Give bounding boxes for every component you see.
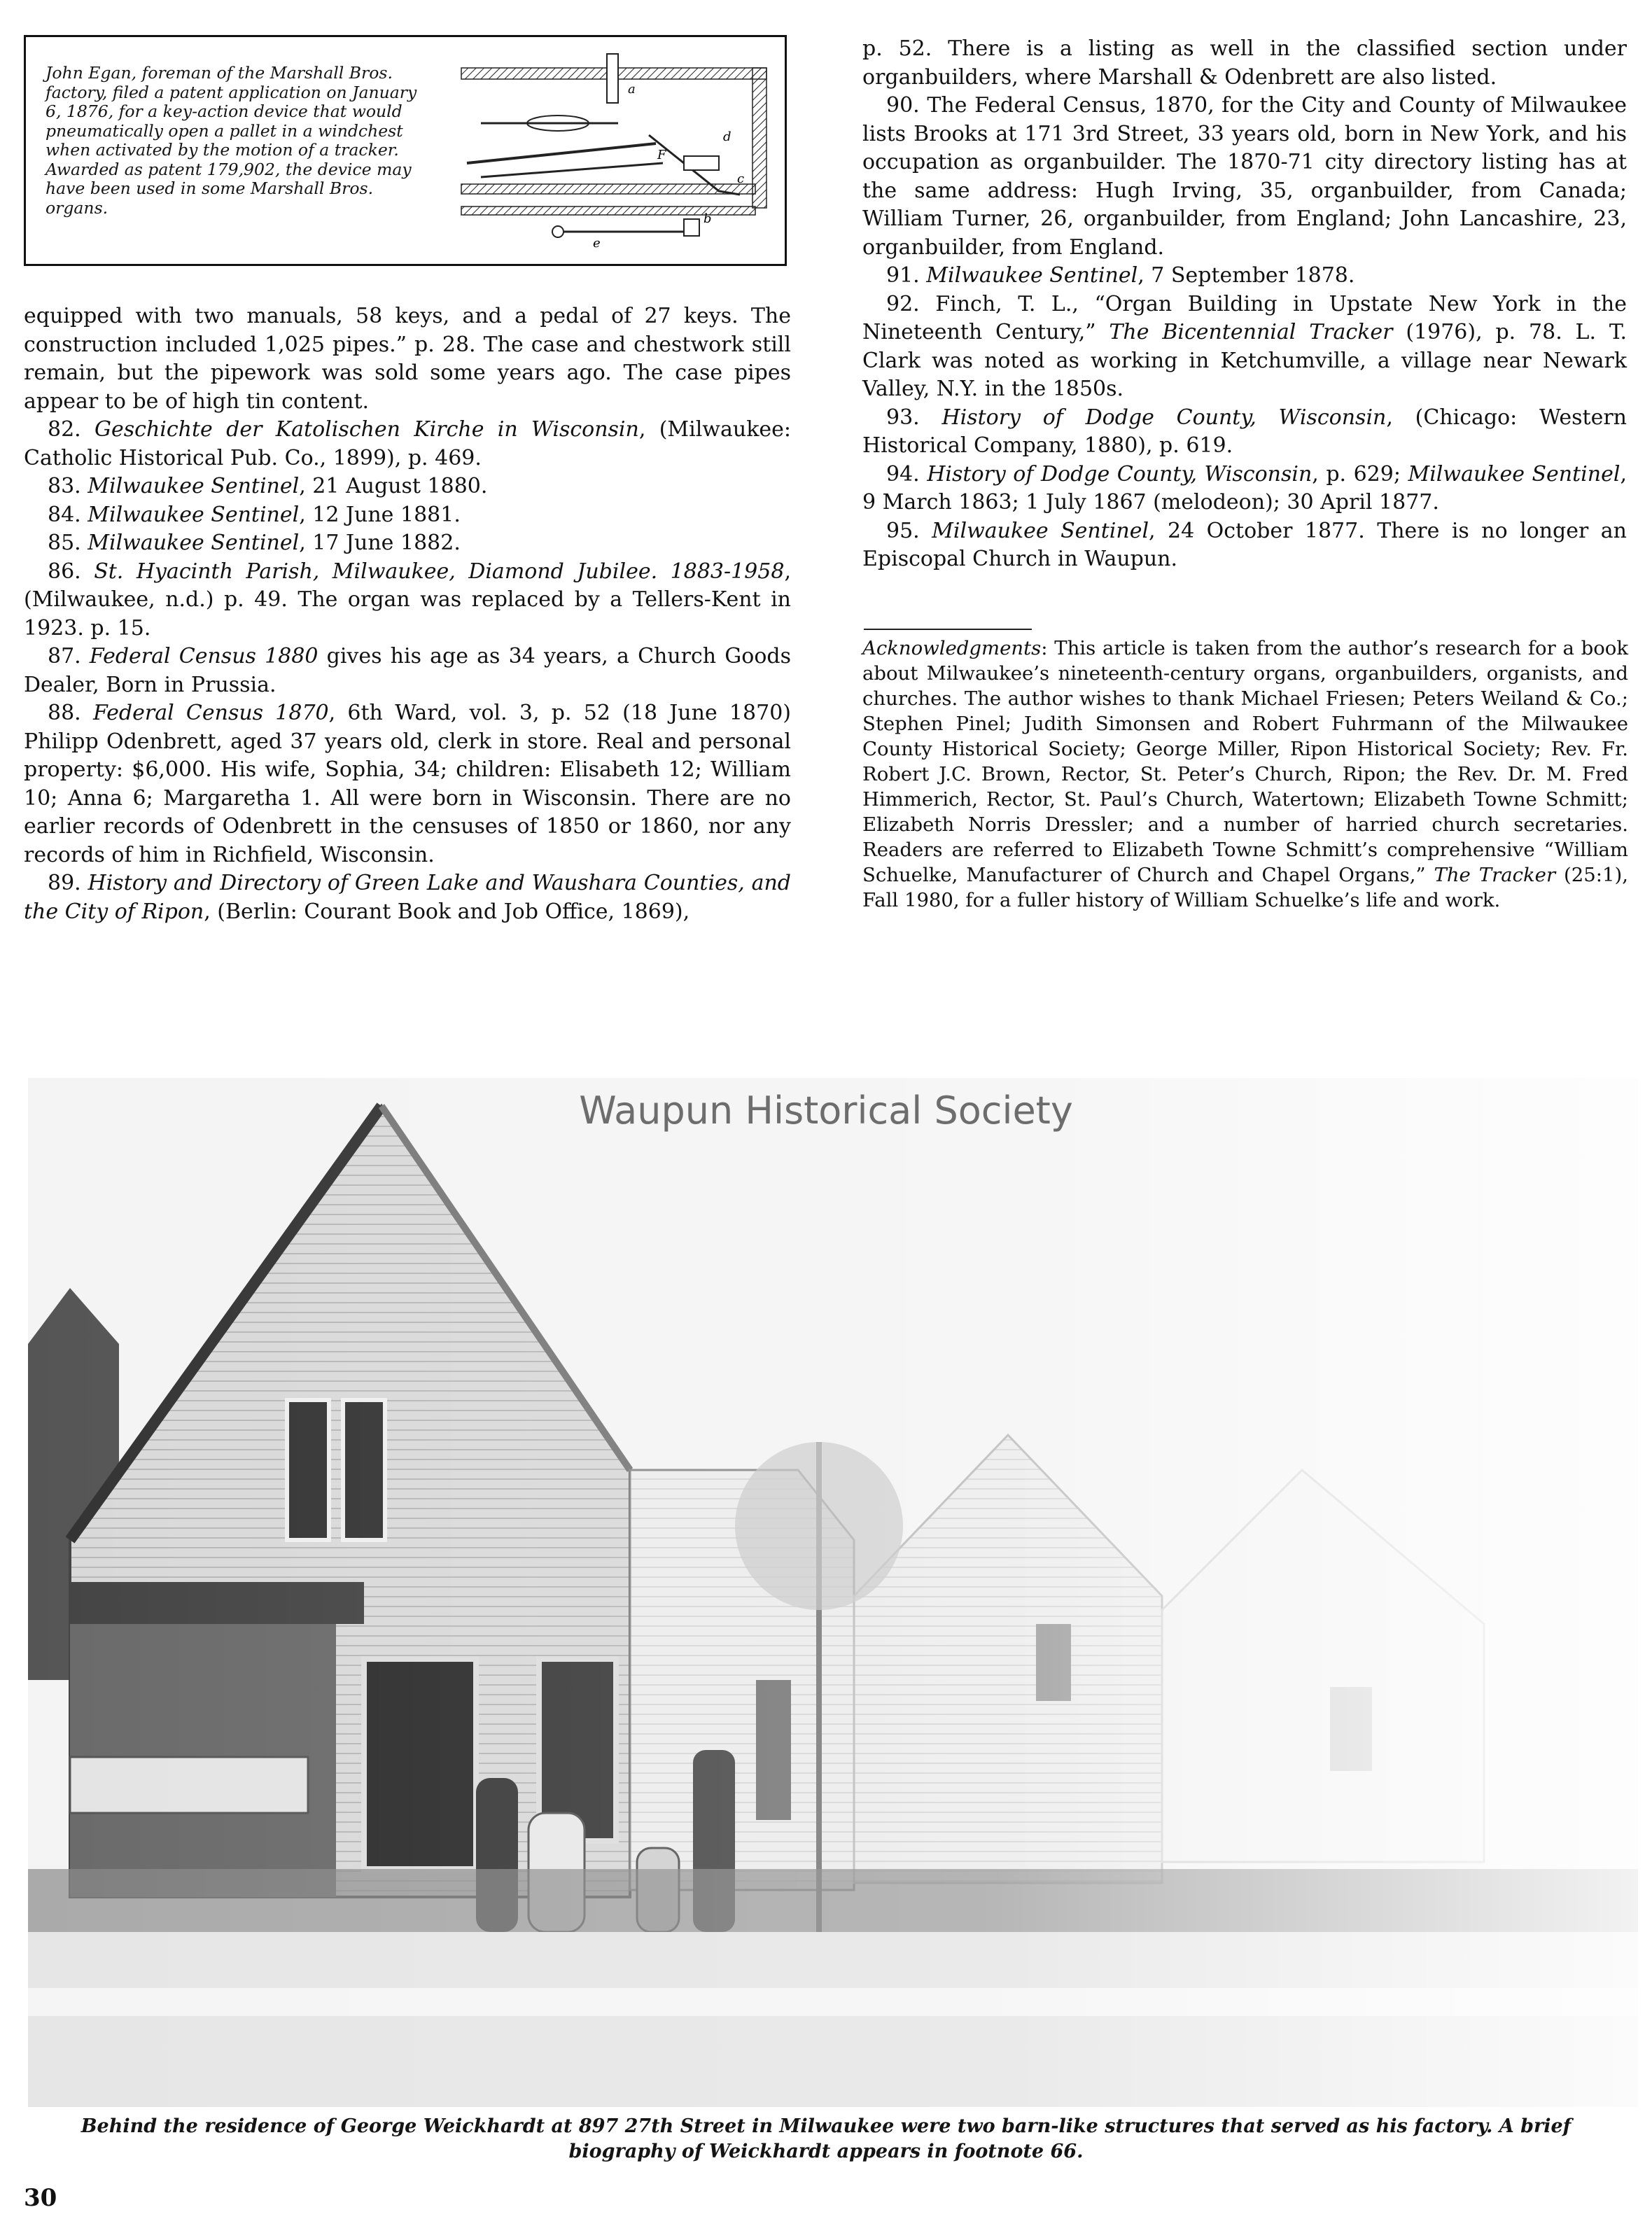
acknowledgments-rest: (25:1), Fall 1980, for a fuller history of William Schuelke’s life and work.: [862, 864, 1628, 911]
acknowledgments-text: : This article is taken from the author’s research for a book about Milwaukee’s nineteenth-century organs, organbuilders, organists, and churches. The author wishes to thank Michael Friesen; Peters Weiland & Co.; Stephen Pinel; Judith Simonsen and Robert Fuhrmann of the Milwaukee County Historical Society; George Miller, Ripon Historical Society; Rev. Fr. Robert J.C. Brown, Rector, St. Peter’s Church, Ripon; the Rev. Dr. M. Fred Himmerich, Rector, St. Paul’s Church, Watertown; Elizabeth Towne Schmitt; Elizabeth Norris Dressler; and a number of harried church secretaries. Readers are referred to Elizabeth Towne Schmitt’s comprehensive “William Schuelke, Manufacturer of Church and Chapel Organs,”: [862, 637, 1628, 886]
watermark: Waupun Historical Society: [579, 1088, 1073, 1133]
patent-figure-box: [24, 35, 787, 266]
pivot-block: [684, 219, 699, 236]
photo-caption: Behind the residence of George Weickhardt at 897 27th Street in Milwaukee were two barn-like structures that served as his factory. A brief biography of Weickhardt appears in footnote 66.: [80, 2115, 1572, 2162]
patent-caption: John Egan, foreman of the Marshall Bros. factory, filed a patent application on January 6, 1876, for a key-action device that would pneumatically open a pallet in a windchest when activated by the motion of a tracker. Awarded as patent 179,902, the device may have been used in some Marshall Bros. organs.: [46, 63, 417, 218]
footnote-87: 87. Federal Census 1880 gives his age as 34 years, a Church Goods Dealer, Born in Prussia.: [24, 644, 791, 697]
diagram-letter-e: e: [593, 236, 601, 251]
diagram-letter-f: F: [657, 148, 666, 162]
patent-diagram: [453, 51, 775, 254]
key-lever: [467, 144, 656, 163]
right-continuation: p. 52. There is a listing as well in the classified section under organbuilders, where Marshall & Odenbrett are also listed.: [862, 36, 1627, 90]
diagram-letter-b: b: [704, 211, 712, 226]
footnote-86: 86. St. Hyacinth Parish, Milwaukee, Diamond Jubilee. 1883-1958, (Milwaukee, n.d.) p. 49. The organ was replaced by a Tellers-Kent in 1923. p. 15.: [24, 559, 791, 640]
page-number: 30: [24, 2184, 57, 2212]
small-block: [684, 156, 719, 170]
footnote-95: 95. Milwaukee Sentinel, 24 October 1877. There is no longer an Episcopal Church in Waupun.: [862, 518, 1628, 571]
acknowledgments-title: The Tracker: [1434, 864, 1556, 886]
lever-bottom: [481, 163, 663, 177]
footnote-94: 94. History of Dodge County, Wisconsin, p. 629; Milwaukee Sentinel, 9 March 1863; 1 July 1867 (melodeon); 30 April 1877.: [862, 461, 1627, 514]
pallet-valve: [607, 54, 618, 103]
footnote-91: 91. Milwaukee Sentinel, 7 September 1878.: [886, 263, 1355, 288]
footnote-90: 90. The Federal Census, 1870, for the City and County of Milwaukee lists Brooks at 171 3rd Street, 33 years old, born in New York, and his occupation as organbuilder. The 1870-71 city directory listing has at the same address: Hugh Irving, 35, organbuilder, from Canada; William Turner, 26, organbuilder, from England; John Lancashire, 23, organbuilder, from England.: [862, 93, 1627, 260]
footnote-92: 92. Finch, T. L., “Organ Building in Upstate New York in the Nineteenth Century,” The Bicentennial Tracker (1976), p. 78. L. T. Clark was noted as working in Ketchumville, a village near Newark Valley, N.Y. in the 1850s.: [862, 291, 1627, 401]
spring-coil: [552, 226, 564, 237]
photo-fade: [28, 1078, 1638, 2107]
diagram-letter-d: d: [723, 130, 732, 144]
left-column: [24, 302, 791, 926]
footnote-89: 89. History and Directory of Green Lake and Waushara Counties, and the City of Ripon, (Berlin: Courant Book and Job Office, 1869),: [24, 871, 791, 924]
left-continuation: equipped with two manuals, 58 keys, and a pedal of 27 keys. The construction included 1,025 pipes.” p. 28. The case and chestwork still remain, but the pipework was sold some years ago. The case pipes appear to be of high tin content.: [24, 304, 791, 414]
footnote-85: 85. Milwaukee Sentinel, 17 June 1882.: [48, 531, 461, 555]
right-column: [862, 35, 1627, 574]
acknowledgments: [862, 636, 1628, 913]
diagram-letter-a: a: [628, 82, 636, 97]
footnote-84: 84. Milwaukee Sentinel, 12 June 1881.: [48, 502, 461, 527]
footnote-83: 83. Milwaukee Sentinel, 21 August 1880.: [48, 474, 488, 498]
diagram-letter-c: c: [737, 172, 745, 186]
acknowledgments-divider: [864, 629, 1032, 630]
footnote-88: 88. Federal Census 1870, 6th Ward, vol. 3, p. 52 (18 June 1870) Philipp Odenbrett, aged 37 years old, clerk in store. Real and personal property: $6,000. His wife, Sophia, 34; children: Elisabeth 12; William 10; Anna 6; Margaretha 1. All were born in Wisconsin. There are no earlier records of Odenbrett in the censuses of 1850 or 1860, nor any records of him in Richfield, Wisconsin.: [24, 701, 791, 867]
acknowledgments-label: Acknowledgments: [862, 637, 1042, 659]
historical-photo: [28, 1078, 1638, 2107]
footnote-93: 93. History of Dodge County, Wisconsin, (Chicago: Western Historical Company, 1880), p. 619.: [862, 405, 1627, 458]
footnote-82: 82. Geschichte der Katolischen Kirche in Wisconsin, (Milwaukee: Catholic Historical Pub. Co., 1899), p. 469.: [24, 417, 791, 470]
